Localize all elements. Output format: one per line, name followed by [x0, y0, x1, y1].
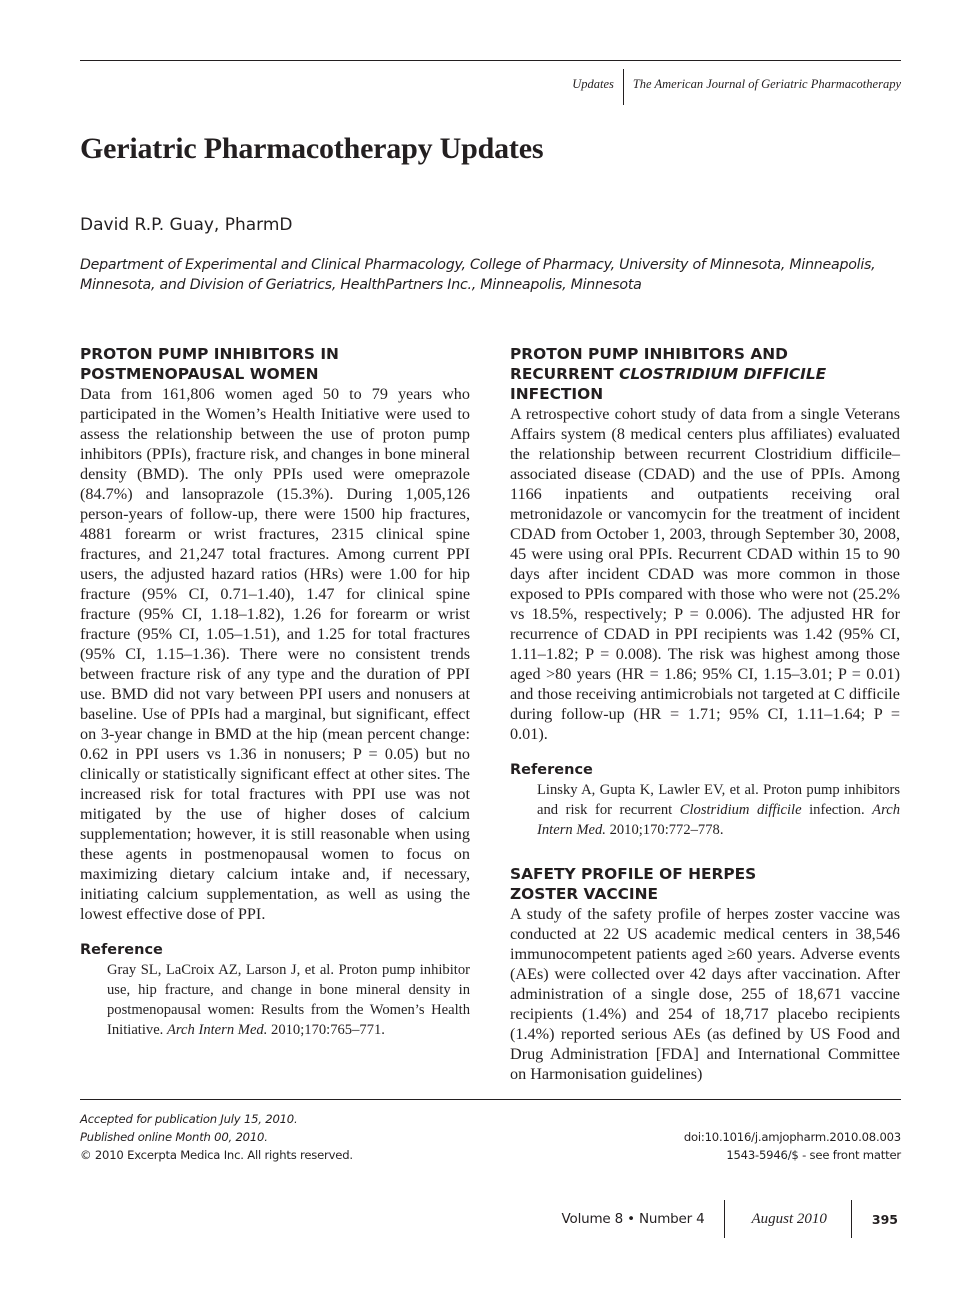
published-date: Published online Month 00, 2010. [80, 1130, 268, 1144]
author-name: David R.P. Guay, PharmD [80, 215, 293, 235]
folio-divider [724, 1200, 725, 1238]
doi: doi:10.1016/j.amjopharm.2010.08.003 [683, 1130, 901, 1144]
reference-citation: 2010;170:765–771. [271, 1022, 385, 1038]
right-column [510, 344, 900, 1084]
section-heading-ppi-cdad [510, 344, 900, 404]
running-head-section: Updates [572, 76, 614, 91]
reference-organism: Clostridium difficile [679, 802, 802, 818]
folio [562, 1200, 898, 1238]
issn: 1543-5946/$ - see front matter [726, 1148, 901, 1162]
heading-italic-organism: CLOSTRIDIUM DIFFICILE [619, 365, 827, 383]
copyright: © 2010 Excerpta Medica Inc. All rights reserved. [80, 1148, 353, 1162]
reference-journal: Arch Intern Med. [537, 802, 900, 838]
page-number: 395 [871, 1211, 898, 1227]
footer-rule [80, 1099, 901, 1100]
reference-citation: 2010;170:772–778. [609, 822, 724, 838]
volume-number: Volume 8 • Number 4 [561, 1211, 705, 1227]
section-body-ppi-postmenopausal: Data from 161,806 women aged 50 to 79 years who participated in the Women’s Health Initiative were used to assess the relationship between the use of proton pump inhibitors (PPIs), fracture risk, and changes in bone mineral density (BMD). The only PPIs used were omeprazole (84.7%) and lansoprazole (15.3%). During 1,005,126 person-years of follow-up, there were 1500 hip fractures, 4881 forearm or wrist fractures, 2315 clinical spine fractures, and 21,247 total fractures. Among current PPI users, the adjusted hazard ratios (HRs) were 1.00 for hip fracture (95% CI, 0.71–1.40), 1.47 for clinical spine fracture (95% CI, 1.18–1.82), 1.26 for forearm or wrist fracture (95% CI, 1.05–1.51), and 1.25 for total fractures (95% CI, 1.15–1.36). There were no consistent trends between fracture risk of any type and the duration of PPI use. BMD did not vary between PPI users and nonusers at baseline. Use of PPIs had a marginal, but significant, effect on 3-year change in BMD at the hip (mean percent change: 0.62 in PPI users vs 1.36 in nonusers; P = 0.05) but no clinically or statistically significant effect at other sites. The increased risk for total fractures with PPI use was not mitigated by the use of higher doses of calcium supplementation; however, it is still reasonable when using these agents in postmenopausal women to focus on maximizing dietary calcium intake and, if necessary, initiating calcium supplementation, as well as using the lowest effective dose of PPI. [80, 385, 470, 923]
author-affiliation: Department of Experimental and Clinical Pharmacology, College of Pharmacy, University of Minnesota, Minneapolis, Minnesota, and Division of Geriatrics, HealthPartners Inc., Minneapolis, Minnesota [80, 257, 876, 293]
section-heading-ppi-postmenopausal [80, 344, 470, 384]
left-column [80, 344, 470, 1040]
heading-line: SAFETY PROFILE OF HERPES [510, 865, 757, 883]
reference-text [537, 780, 900, 840]
section-body-herpes-zoster: A study of the safety profile of herpes zoster vaccine was conducted at 22 US academic medical centers in 38,546 immunocompetent patients aged ≥60 years. Adverse events (AEs) were collected over 42 days after vaccination. After administration of a single dose, 255 of 18,671 vaccine recipients (1.4%) and 254 of 18,717 placebo recipients (1.4%) reported serious AEs (as defined by US Food and Drug Administration [FDA] and International Committee on Harmonisation guidelines) [510, 905, 900, 1083]
folio-divider [851, 1200, 852, 1238]
running-head [572, 70, 901, 98]
header-rule [80, 60, 901, 61]
doi-block [684, 1128, 901, 1164]
reference-heading: Reference [510, 762, 593, 778]
reference-journal: Arch Intern Med. [167, 1022, 268, 1038]
heading-line: INFECTION [510, 385, 604, 403]
running-head-journal: The American Journal of Geriatric Pharmacotherapy [632, 76, 901, 91]
section-body-ppi-cdad: A retrospective cohort study of data from a single Veterans Affairs system (8 medical centers plus affiliates) evaluated the relationship between recurrent Clostridium difficile–associated disease (CDAD) and the use of PPIs. Among 1166 inpatients and outpatients receiving oral metronidazole or vancomycin for the treatment of incident CDAD from October 1, 2003, through September 30, 2008, 45 were using oral PPIs. Recurrent CDAD within 15 to 90 days after incident CDAD was more common in those exposed to PPIs compared with those who were not (25.2% vs 18.5%, respectively; P = 0.006). The adjusted HR for recurrence of CDAD in PPI recipients was 1.42 (95% CI, 1.11–1.82; P = 0.008). The risk was highest among those aged >80 years (HR = 1.86; 95% CI, 1.15–3.01; P = 0.01) and those receiving antimicrobials not targeted at C difficile during follow-up (HR = 1.71; 95% CI, 1.11–1.64; P = 0.01). [510, 405, 900, 743]
accepted-date: Accepted for publication July 15, 2010. [80, 1112, 298, 1126]
reference-authors: Linsky A, Gupta K, Lawler EV, et al. Proton pump inhibitors and risk for recurrent [537, 782, 900, 818]
section-spacer [510, 840, 900, 864]
heading-line: RECURRENT [510, 365, 614, 383]
heading-line: ZOSTER VACCINE [510, 885, 659, 903]
issue-date: August 2010 [751, 1210, 827, 1227]
heading-line: PROTON PUMP INHIBITORS IN [80, 345, 339, 363]
reference-authors-end: infection. [809, 802, 865, 818]
heading-line: PROTON PUMP INHIBITORS AND [510, 345, 788, 363]
heading-line: POSTMENOPAUSAL WOMEN [80, 365, 319, 383]
reference-text [107, 960, 470, 1040]
running-head-divider [623, 69, 624, 105]
section-heading-herpes-zoster [510, 864, 900, 904]
article-title: Geriatric Pharmacotherapy Updates [80, 132, 544, 165]
publication-notes [80, 1110, 353, 1164]
reference-authors: Gray SL, LaCroix AZ, Larson J, et al. Proton pump inhibitor use, hip fracture, and change in bone mineral density in postmenopausal women: Results from the Women’s Health Initiative. [107, 962, 470, 1038]
reference-heading: Reference [80, 942, 163, 958]
